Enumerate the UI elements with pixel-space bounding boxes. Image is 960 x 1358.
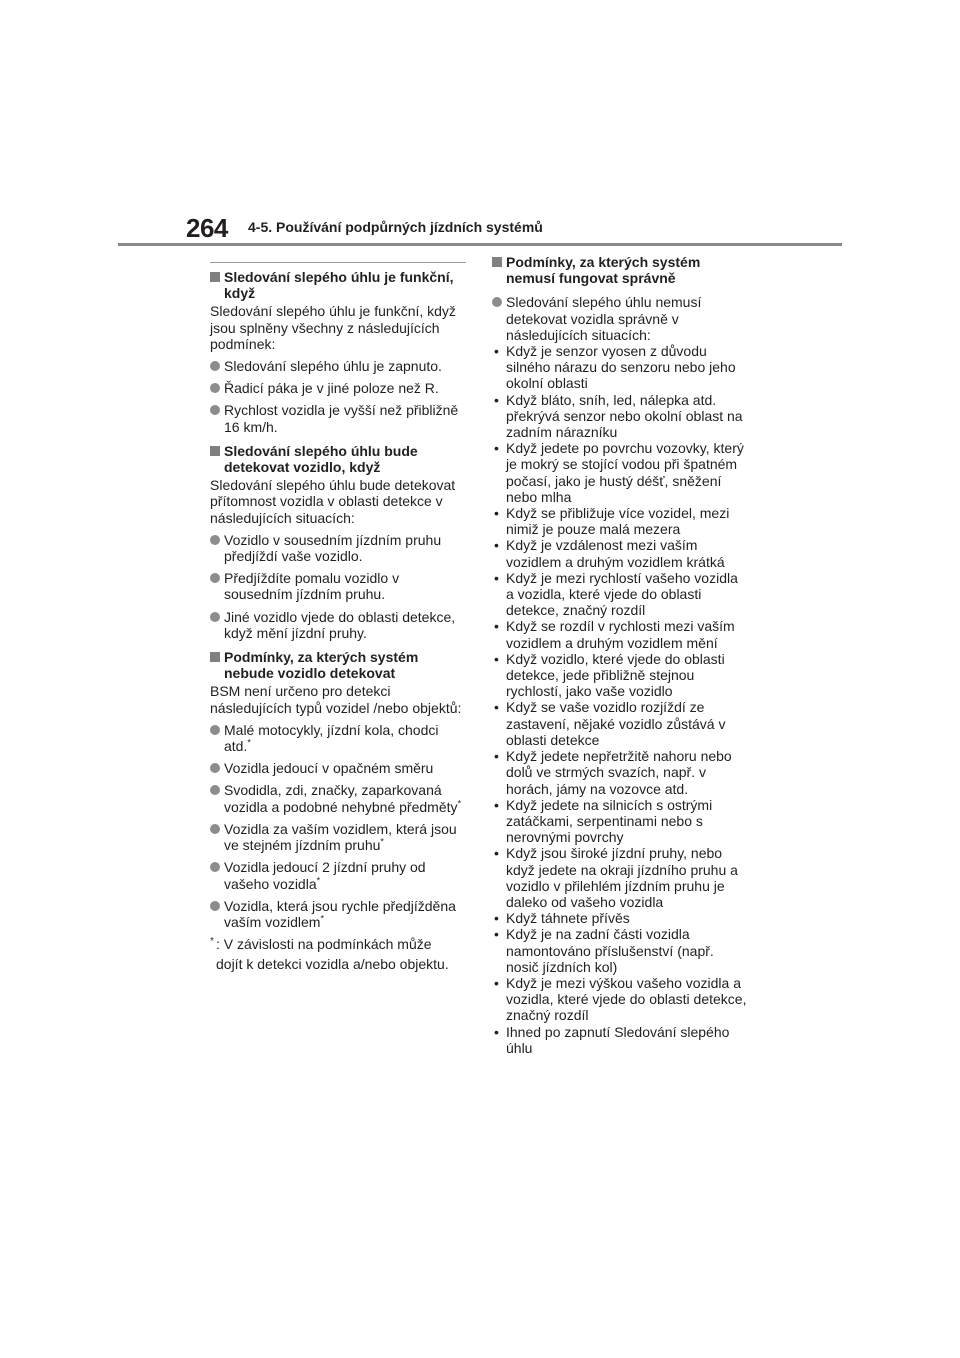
square-bullet-icon <box>210 272 220 282</box>
section-heading: Podmínky, za kterých systém nebude vozidlo detekovat <box>210 649 466 681</box>
section-heading: Sledování slepého úhlu bude detekovat vozidlo, když <box>210 443 466 475</box>
column-top-rule <box>210 262 466 263</box>
footnote-marker: * <box>380 836 384 847</box>
page-number: 264 <box>186 213 228 243</box>
section-title: 4-5. Používání podpůrných jízdních systémů <box>248 219 543 235</box>
list-item: • Když je senzor vyosen z důvodu silného nárazu do senzoru nebo jeho okolní oblasti <box>494 343 736 392</box>
left-column <box>210 256 466 974</box>
circle-bullet-icon <box>210 901 220 911</box>
section-intro: BSM není určeno pro detekci následujících typů vozidel /nebo objektů: <box>210 683 462 716</box>
square-bullet-icon <box>210 446 220 456</box>
list-item: Vozidla jedoucí 2 jízdní pruhy od vašeho vozidla* <box>210 859 466 891</box>
list-item: • Když jedete po povrchu vozovky, který je mokrý se stojící vodou při špatném počasí, jako je hustý déšť, sněžení nebo mlha <box>494 440 744 505</box>
circle-bullet-icon <box>210 405 220 415</box>
footnote-marker: * <box>247 737 251 748</box>
list-item: • Když se přibližuje více vozidel, mezi nimiž je pouze malá mezera <box>494 505 730 538</box>
section-heading: Podmínky, za kterých systém nemusí fungovat správně <box>492 254 748 286</box>
footnote-marker: * <box>320 913 324 924</box>
circle-bullet-icon <box>210 862 220 872</box>
section-intro: Sledování slepého úhlu bude detekovat přítomnost vozidla v oblasti detekce v následujících situacích: <box>210 477 456 526</box>
list-item: Vozidlo v sousedním jízdním pruhu předjíždí vaše vozidlo. <box>210 532 466 564</box>
list-item: • Když jedete nepřetržitě nahoru nebo dolů ve strmých svazích, např. v horách, jámy na vozovce atd. <box>494 748 732 797</box>
list-item: • Když jsou široké jízdní pruhy, nebo když jedete na okraji jízdního pruhu a vozidlo v přilehlém jízdním pruhu je daleko od vašeho vozidla <box>494 845 738 910</box>
list-item: • Ihned po zapnutí Sledování slepého úhlu <box>494 1023 730 1056</box>
footnote-marker: * <box>457 798 462 809</box>
list-item: Vozidla, která jsou rychle předjížděna vaším vozidlem* <box>210 898 466 930</box>
list-item: Jiné vozidlo vjede do oblasti detekce, když mění jízdní pruhy. <box>210 609 466 641</box>
right-column <box>492 254 748 1056</box>
header-rule <box>118 243 842 246</box>
footnote: * : V závislosti na podmínkách může dojít k detekci vozidla a/nebo objektu. <box>210 936 449 973</box>
circle-bullet-icon <box>210 785 220 795</box>
circle-bullet-icon <box>210 612 220 622</box>
list-item: Vozidla za vaším vozidlem, která jsou ve stejném jízdním pruhu* <box>210 821 466 853</box>
list-item: Vozidla jedoucí v opačném směru <box>210 760 466 776</box>
list-item: Malé motocykly, jízdní kola, chodci atd.* <box>210 722 466 754</box>
circle-bullet-icon <box>492 297 502 307</box>
footnote-mark: * <box>210 936 214 948</box>
list-item: • Když je na zadní části vozidla namontováno příslušenství (např. nosič jízdních kol) <box>494 926 714 975</box>
list-item: • Když táhnete přívěs <box>494 910 630 927</box>
list-item: • Když se rozdíl v rychlosti mezi vaším vozidlem a druhým vozidlem mění <box>494 618 735 651</box>
circle-bullet-icon <box>210 383 220 393</box>
list-item: Předjíždíte pomalu vozidlo v sousedním jízdním pruhu. <box>210 570 466 602</box>
list-item: • Když jedete na silnicích s ostrými zatáčkami, serpentinami nebo s nerovnými povrchy <box>494 796 713 846</box>
list-item: Řadicí páka je v jiné poloze než R. <box>210 380 466 396</box>
list-item: Sledování slepého úhlu je zapnuto. <box>210 358 466 374</box>
circle-bullet-icon <box>210 725 220 735</box>
square-bullet-icon <box>210 652 220 662</box>
list-item: • Když bláto, sníh, led, nálepka atd. překrývá senzor nebo okolní oblast na zadním nárazníku <box>494 391 743 441</box>
circle-bullet-icon <box>210 763 220 773</box>
list-item: • Když je mezi rychlostí vašeho vozidla a vozidla, které vjede do oblasti detekce, značný rozdíl <box>494 569 738 619</box>
circle-bullet-icon <box>210 361 220 371</box>
section-intro: Sledování slepého úhlu je funkční, když jsou splněny všechny z následujících podmínek: <box>210 303 456 352</box>
list-item: • Když se vaše vozidlo rozjíždí ze zastavení, nějaké vozidlo zůstává v oblasti detekce <box>494 699 726 748</box>
list-item: Rychlost vozidla je vyšší než přibližně 16 km/h. <box>210 402 466 434</box>
list-item: • Když je mezi výškou vašeho vozidla a vozidla, které vjede do oblasti detekce, značný rozdíl <box>494 974 747 1024</box>
circle-bullet-icon <box>210 573 220 583</box>
circle-bullet-icon <box>210 535 220 545</box>
list-item: • Když vozidlo, které vjede do oblasti detekce, jede přibližně stejnou rychlostí, jako vaše vozidlo <box>494 650 725 700</box>
list-item: Svodidla, zdi, značky, zaparkovaná vozidla a podobné nehybné předměty* <box>210 782 466 814</box>
list-item: • Když je vzdálenost mezi vaším vozidlem a druhým vozidlem krátká <box>494 537 725 570</box>
condition-list <box>492 343 748 1056</box>
square-bullet-icon <box>492 257 502 267</box>
list-item: Sledování slepého úhlu nemusí detekovat vozidla správně v následujících situacích: <box>492 294 748 343</box>
section-heading: Sledování slepého úhlu je funkční, když <box>210 269 466 301</box>
circle-bullet-icon <box>210 824 220 834</box>
footnote-marker: * <box>316 874 321 885</box>
